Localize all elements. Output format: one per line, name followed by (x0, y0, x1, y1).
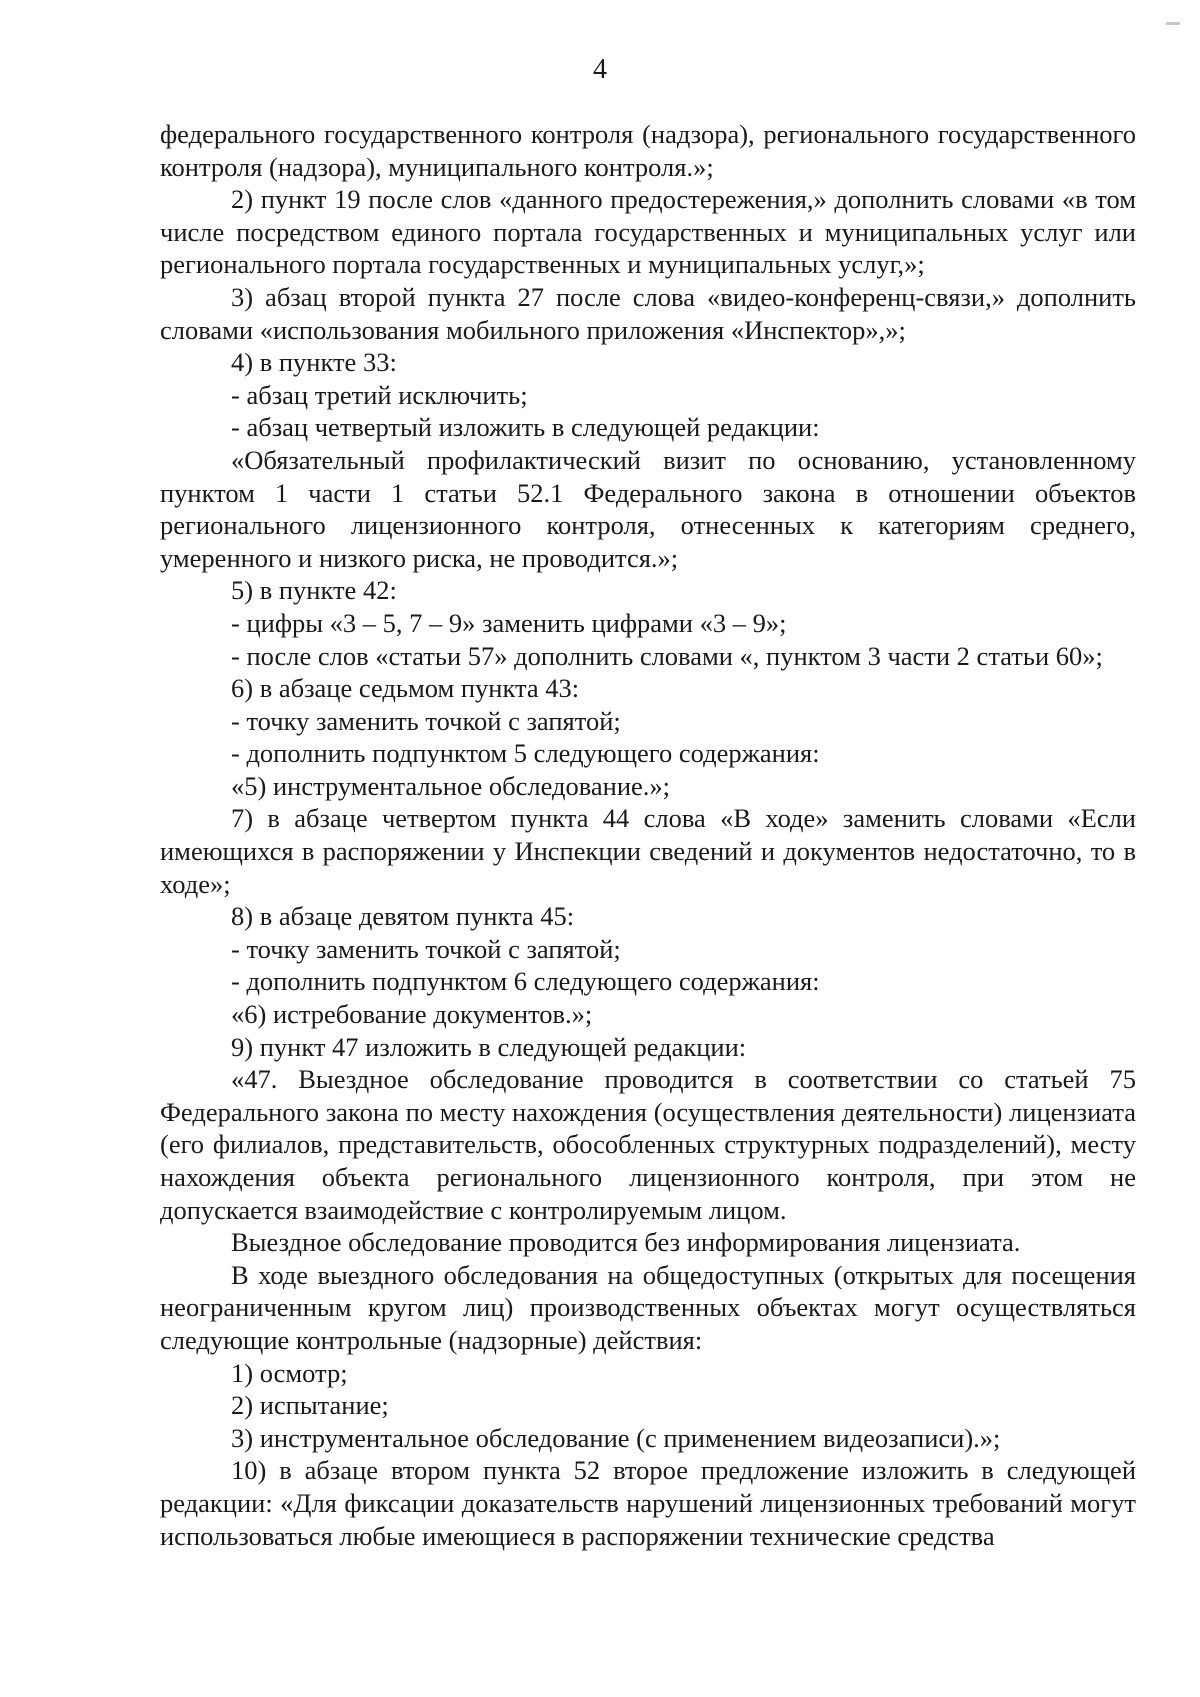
paragraph: - абзац третий исключить; (231, 379, 528, 410)
scan-mark (1166, 22, 1180, 25)
paragraph: «47. Выездное обследование проводится в соответствии со статьей 75 Федерального закона по месту нахождения (осуществления деятельности) лицензиата (его филиалов, представительств, обособленных структурных подразделений), месту нахождения объекта регионального лицензионного контроля, при этом не допускается взаимодействие с контролируемым лицом. (160, 1064, 1136, 1225)
paragraph: В ходе выездного обследования на общедоступных (открытых для посещения неограниченным кругом лиц) производственных объектах могут осуществляться следующие контрольные (надзорные) действия: (160, 1259, 1136, 1355)
paragraph: 3) абзац второй пункта 27 после слова «видео-конференц-связи,» дополнить словами «использования мобильного приложения «Инспектор»,»; (160, 281, 1136, 345)
paragraph: - абзац четвертый изложить в следующей редакции: (231, 412, 820, 443)
paragraph: «Обязательный профилактический визит по основанию, установленному пунктом 1 части 1 статьи 52.1 Федерального закона в отношении объектов регионального лицензионного контроля, отнесенных к категориям среднего, умеренного и низкого риска, не проводится.»; (160, 444, 1136, 573)
paragraph: - дополнить подпунктом 6 следующего содержания: (231, 966, 820, 997)
paragraph: «6) истребование документов.»; (231, 999, 593, 1030)
paragraph: - после слов «статьи 57» дополнить словами «, пунктом 3 части 2 статьи 60»; (231, 640, 1103, 671)
paragraph: 2) пункт 19 после слов «данного предостережения,» дополнить словами «в том числе посредством единого портала государственных и муниципальных услуг или регионального портала государственных и муниципальных услуг,»; (160, 184, 1136, 280)
paragraph: федерального государственного контроля (надзора), регионального государственного контроля (надзора), муниципального контроля.»; (160, 119, 1136, 182)
paragraph: 8) в абзаце девятом пункта 45: (231, 901, 575, 932)
paragraph: - дополнить подпунктом 5 следующего содержания: (231, 738, 820, 769)
paragraph: 2) испытание; (231, 1390, 389, 1421)
paragraph: 10) в абзаце втором пункта 52 второе предложение изложить в следующей редакции: «Для фиксации доказательств нарушений лицензионных требований могут использоваться любые имеющиеся в распоряжении технические средства (160, 1455, 1136, 1551)
paragraph: 3) инструментальное обследование (с применением видеозаписи).»; (231, 1422, 1001, 1453)
paragraph: 5) в пункте 42: (231, 575, 397, 606)
paragraph: - точку заменить точкой с запятой; (231, 705, 621, 736)
paragraph: - точку заменить точкой с запятой; (231, 933, 621, 964)
paragraph: Выездное обследование проводится без информирования лицензиата. (231, 1227, 1021, 1258)
paragraph: 9) пункт 47 изложить в следующей редакции: (231, 1031, 747, 1062)
paragraph: 4) в пункте 33: (231, 347, 397, 378)
paragraph: 6) в абзаце седьмом пункта 43: (231, 673, 580, 704)
paragraph: - цифры «3 – 5, 7 – 9» заменить цифрами «3 – 9»; (231, 607, 787, 638)
document-body (160, 118, 1136, 1552)
paragraph: 1) осмотр; (231, 1357, 348, 1388)
paragraph: «5) инструментальное обследование.»; (231, 770, 670, 801)
page-number: 4 (593, 54, 607, 85)
paragraph: 7) в абзаце четвертом пункта 44 слова «В ходе» заменить словами «Если имеющихся в распоряжении у Инспекции сведений и документов недостаточно, то в ходе»; (160, 803, 1136, 899)
